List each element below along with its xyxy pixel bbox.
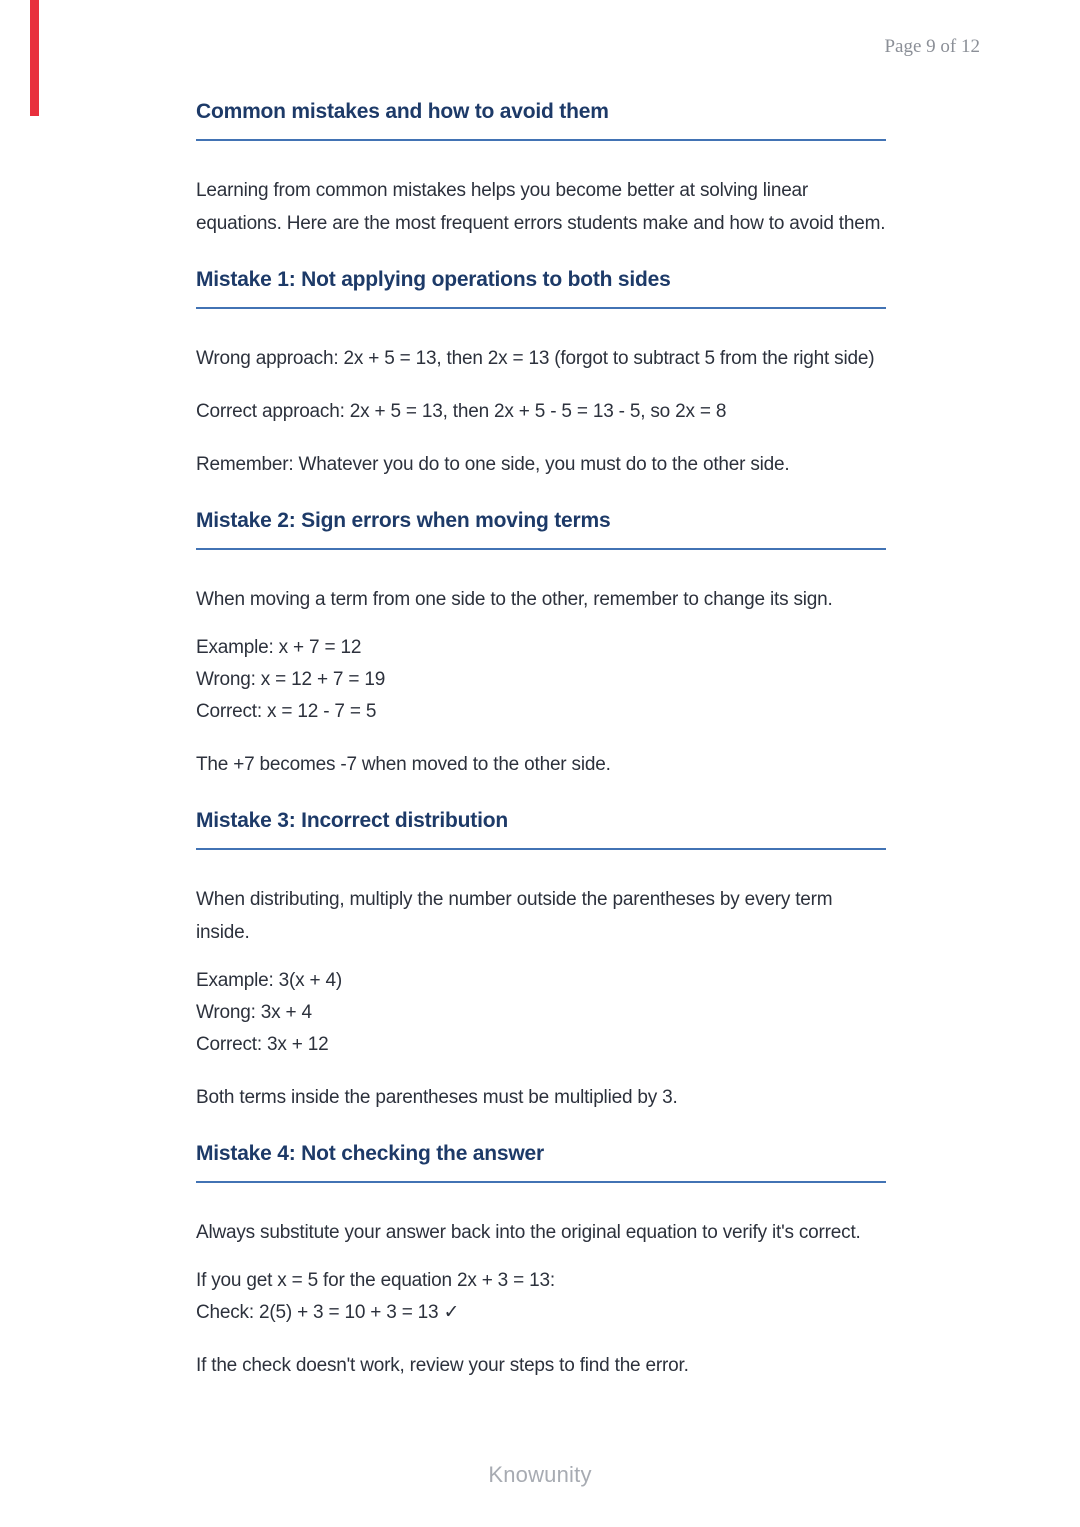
section-underline-rule (196, 548, 886, 550)
example-block (196, 965, 886, 1061)
note-paragraph: If the check doesn't work, review your steps to find the error. (196, 1355, 689, 1376)
note-paragraph: The +7 becomes -7 when moved to the other side. (196, 754, 611, 775)
section-underline-rule (196, 848, 886, 850)
lead-paragraph: Always substitute your answer back into the original equation to verify it's correct. (196, 1222, 861, 1243)
remember-paragraph: Remember: Whatever you do to one side, you must do to the other side. (196, 454, 790, 475)
section-mistake-2 (196, 507, 886, 781)
section-mistake-4 (196, 1140, 886, 1382)
correct-approach-paragraph: Correct approach: 2x + 5 = 13, then 2x + 5 - 5 = 13 - 5, so 2x = 8 (196, 401, 727, 422)
example-block (196, 632, 886, 728)
lead-paragraph: When moving a term from one side to the other, remember to change its sign. (196, 589, 833, 610)
section-heading-mistake-2: Mistake 2: Sign errors when moving terms (196, 509, 611, 532)
check-line-with-checkmark-icon: Check: 2(5) + 3 = 10 + 3 = 13 ✓ (196, 1302, 460, 1323)
section-underline-rule (196, 1181, 886, 1183)
document-title: Common mistakes and how to avoid them (196, 100, 609, 123)
section-underline-rule (196, 307, 886, 309)
example-line: Example: 3(x + 4) (196, 970, 343, 991)
section-heading-mistake-3: Mistake 3: Incorrect distribution (196, 809, 508, 832)
example-correct-line: Correct: x = 12 - 7 = 5 (196, 701, 377, 722)
section-mistake-3 (196, 807, 886, 1114)
title-underline-rule (196, 139, 886, 141)
section-mistake-1 (196, 266, 886, 481)
intro-paragraph: Learning from common mistakes helps you become better at solving linear equations. Here are the most frequent errors students make and how to avoid them. (196, 180, 886, 234)
example-correct-line: Correct: 3x + 12 (196, 1034, 329, 1055)
section-heading-mistake-1: Mistake 1: Not applying operations to both sides (196, 268, 671, 291)
note-paragraph: Both terms inside the parentheses must be multiplied by 3. (196, 1087, 678, 1108)
example-wrong-line: Wrong: x = 12 + 7 = 19 (196, 669, 386, 690)
example-wrong-line: Wrong: 3x + 4 (196, 1002, 312, 1023)
example-line: If you get x = 5 for the equation 2x + 3 = 13: (196, 1270, 555, 1291)
document-content (196, 98, 886, 1382)
brand-watermark: Knowunity (488, 1462, 592, 1487)
wrong-approach-paragraph: Wrong approach: 2x + 5 = 13, then 2x = 13 (forgot to subtract 5 from the right side) (196, 348, 875, 369)
red-accent-bar (30, 0, 39, 116)
page-number-indicator: Page 9 of 12 (884, 36, 980, 57)
example-line: Example: x + 7 = 12 (196, 637, 362, 658)
check-example-block (196, 1265, 886, 1329)
section-heading-mistake-4: Mistake 4: Not checking the answer (196, 1142, 544, 1165)
lead-paragraph: When distributing, multiply the number outside the parentheses by every term inside. (196, 889, 833, 943)
